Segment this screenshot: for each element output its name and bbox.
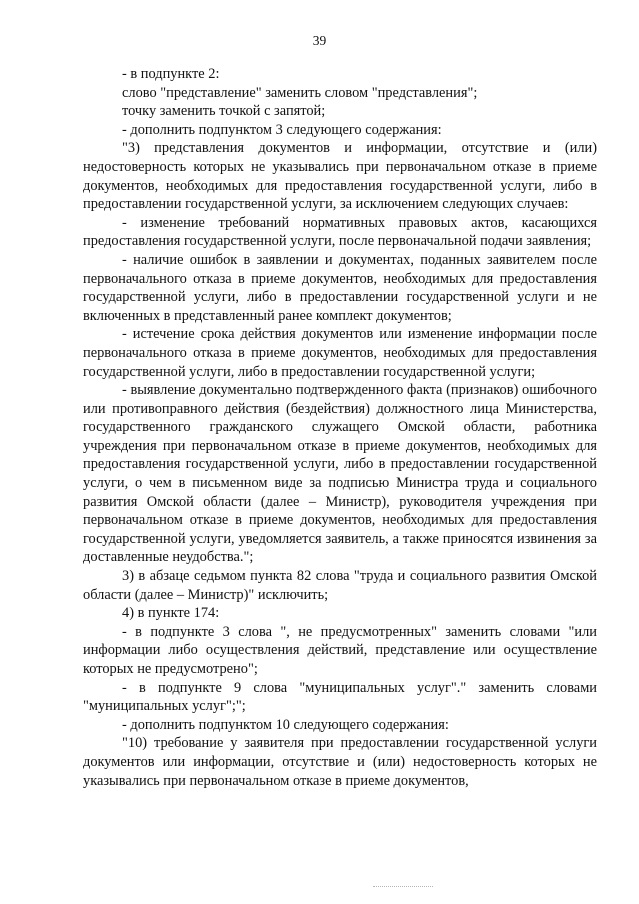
paragraph: слово "представление" заменить словом "представления"; xyxy=(122,84,478,101)
paragraph: - истечение срока действия документов или изменение информации после первоначального отказа в приеме документов, необходимых для предоставления государственной услуги, либо в предоставлении государственной услуги; xyxy=(83,326,597,380)
paragraph: "10) требование у заявителя при предоставлении государственной услуги документов или информации, отсутствие и (или) недостоверность которых не указывались при первоначальном отказе в приеме документов, xyxy=(83,735,597,789)
paragraph: "3) представления документов и информации, отсутствие и (или) недостоверность которых не указывались при первоначальном отказе в приеме документов, необходимых для предоставления государственной услуги, либо в предоставлении государственной услуги, за исключением следующих случаев: xyxy=(83,140,597,213)
paragraph: - наличие ошибок в заявлении и документах, поданных заявителем после первоначального отказа в приеме документов, необходимых для предоставления государственной услуги, либо в предоставлении государственной услуги и не включенных в представленный ранее комплект документов; xyxy=(83,251,597,324)
paragraph: - в подпункте 2: xyxy=(122,66,220,82)
page-number: 39 xyxy=(312,33,327,48)
paragraph: - дополнить подпунктом 10 следующего содержания: xyxy=(122,716,449,733)
paragraph: - изменение требований нормативных правовых актов, касающихся предоставления государственной услуги, после первоначальной подачи заявления; xyxy=(83,214,597,250)
paragraph: - в подпункте 9 слова "муниципальных услуг"." заменить словами "муниципальных услуг";"; xyxy=(83,679,597,715)
paragraph: - дополнить подпунктом 3 следующего содержания: xyxy=(122,121,442,138)
scan-artifact-line xyxy=(373,886,433,888)
paragraph: 4) в пункте 174: xyxy=(122,605,220,622)
paragraph: 3) в абзаце седьмом пункта 82 слова "труда и социального развития Омской области (далее – Министр)" исключить; xyxy=(83,568,597,603)
paragraph: - выявление документально подтвержденного факта (признаков) ошибочного или противоправного действия (бездействия) должностного лица Министерства, государственного гражданского служащего Омской области, работника учреждения при первоначальном отказе в приеме документов, необходимых для предоставления государственной услуги, либо в предоставлении государственной услуги, о чем в письменном виде за подписью Министра труда и социального развития Омской области (далее – Министр), руководителя учреждения при первоначальном отказе в приеме документов, необходимых для предоставления государственной услуги, уведомляется заявитель, а также приносятся извинения за доставленные неудобства."; xyxy=(83,382,597,566)
paragraph: - в подпункте 3 слова ", не предусмотренных" заменить словами "или информации либо осуществления действий, представление или осуществление которых не предусмотрено"; xyxy=(83,623,597,677)
paragraph: точку заменить точкой с запятой; xyxy=(122,103,326,120)
document-body xyxy=(83,65,597,790)
